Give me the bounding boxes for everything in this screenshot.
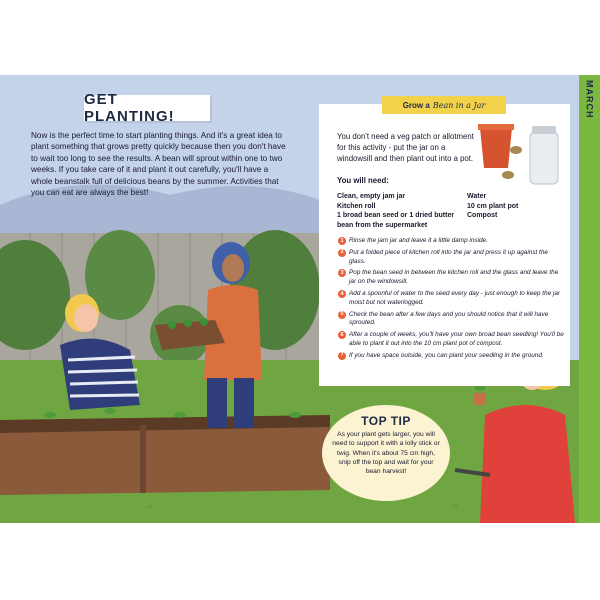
pot-and-jar-illustration	[478, 120, 563, 190]
need-item: Compost	[467, 212, 498, 220]
activity-intro: You don't need a veg patch or allotment for this activity - put the jar on a windowsill and then plant out into a pot.	[337, 132, 474, 163]
step-item	[338, 237, 564, 246]
step-item	[338, 331, 564, 349]
need-item: Kitchen roll	[337, 202, 376, 210]
step-item	[338, 290, 564, 308]
step-item	[338, 311, 564, 329]
step-text: Rinse the jam jar and leave it a little damp inside.	[349, 237, 488, 244]
top-tip-title: TOP TIP	[361, 414, 411, 428]
activity-title	[382, 96, 506, 114]
need-item: 1 broad bean seed or 1 dried butter bean from the supermarket	[337, 212, 455, 229]
activity-title-plain: Grow a	[402, 100, 430, 110]
intro-paragraph: Now is the perfect time to start planting things. And it's a great idea to plant something that grows pretty quickly because then you don't have to wait too long to see the results. A bean will sprout within one to two weeks. If you take care of it and plant it out carefully, you'll have a whole beanstalk full of delicious beans by the summer. Activities that you can eat are always the best!	[31, 131, 286, 198]
month-tab-label-wrap	[580, 80, 599, 150]
step-text: Put a folded piece of kitchen roll into the jar and press it up against the glass.	[349, 248, 548, 265]
step-number: 4	[338, 290, 346, 298]
need-list-left	[337, 192, 462, 230]
page-title-box	[84, 91, 210, 125]
step-number: 5	[338, 311, 346, 319]
step-text: Pop the bean seed in between the kitchen roll and the glass and leave the jar on the windowsill.	[349, 269, 559, 286]
step-number: 6	[338, 331, 346, 339]
step-number: 7	[338, 352, 346, 360]
step-text: After a couple of weeks, you'll have your own broad bean seedling! You'll be able to plant it out into the 10 cm plant pot of compost.	[349, 331, 564, 347]
step-text: Check the bean after a few days and you should notice that it will have sprouted.	[349, 310, 549, 327]
step-text: Add a spoonful of water to the seed every day - just enough to keep the jar moist but not waterlogged.	[349, 289, 561, 306]
month-tab-label: MARCH	[584, 80, 595, 119]
need-heading: You will need:	[337, 176, 389, 185]
need-item: 10 cm plant pot	[467, 202, 519, 210]
activity-title-script: Bean in a Jar	[432, 100, 486, 110]
step-item	[338, 269, 564, 287]
need-item: Clean, empty jam jar	[337, 193, 406, 200]
need-item: Water	[467, 193, 487, 200]
step-item	[338, 249, 564, 267]
step-number: 2	[338, 249, 346, 257]
need-list-right	[467, 192, 547, 221]
step-text: If you have space outside, you can plant your seedling in the ground.	[349, 351, 544, 359]
step-number: 3	[338, 269, 346, 277]
step-number: 1	[338, 237, 346, 245]
step-item	[338, 352, 564, 361]
top-tip-text: As your plant gets larger, you will need to support it with a lolly stick or twig. When it's about 75 cm high, snip off the top and wait for your bean harvest!	[332, 431, 440, 476]
steps-list	[338, 237, 564, 364]
page-number-left: 46	[146, 505, 153, 511]
page-number-right: 47	[452, 505, 459, 511]
page-title: GET PLANTING!	[84, 91, 175, 125]
